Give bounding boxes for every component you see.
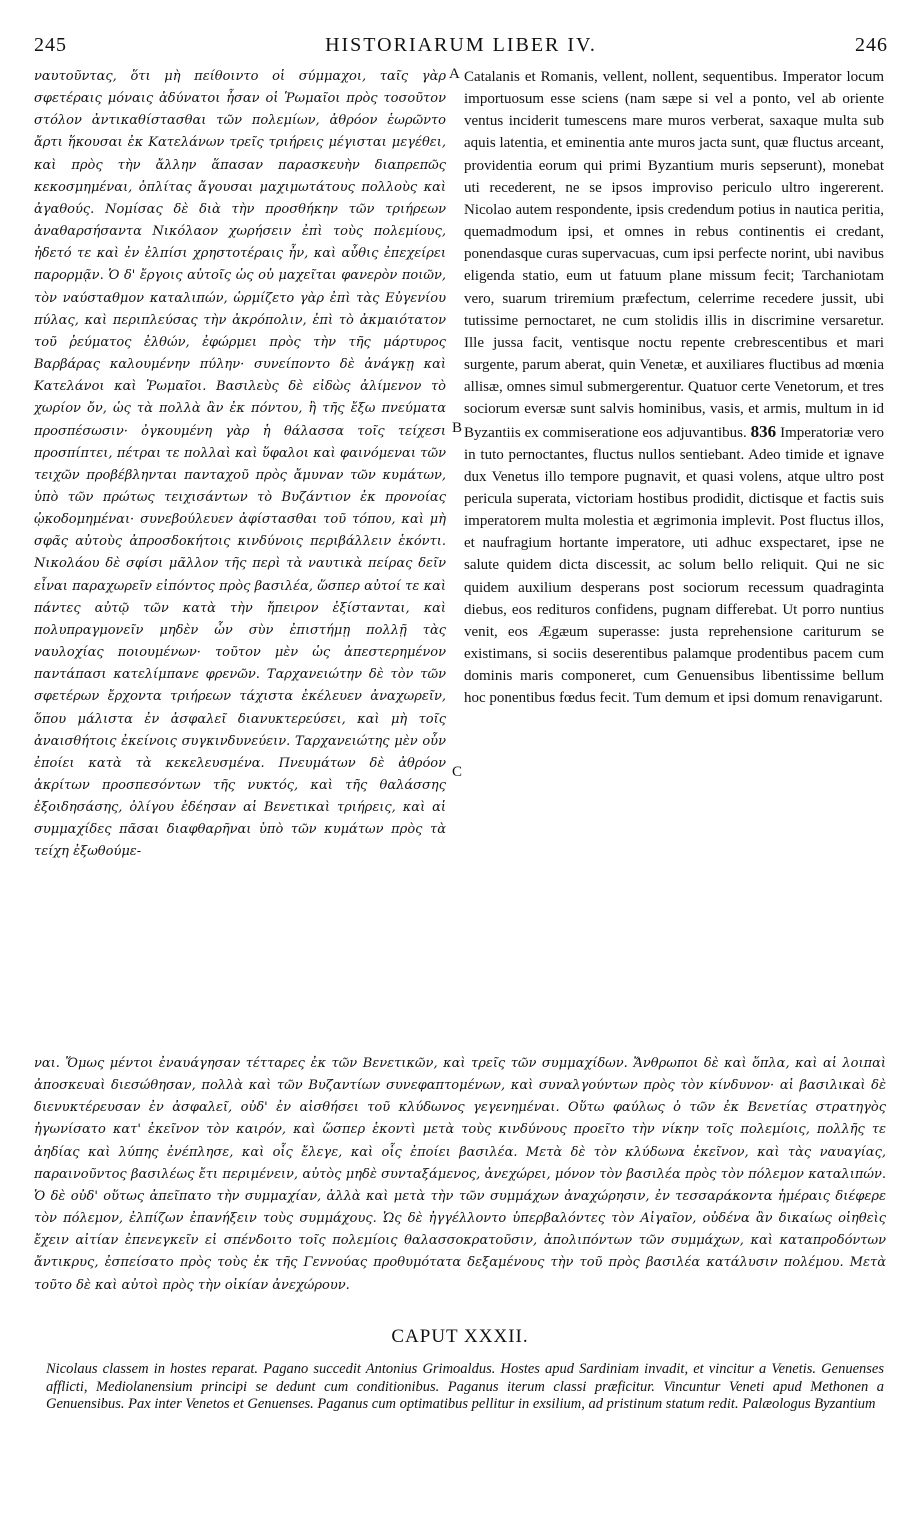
latin-text-part1: Catalanis et Romanis, vellent, nollent, sequentibus. Imperator locum importuosum esse sciens (nam sæpe si vel a ponto, vel ab oriente ventus inciderit tumescens mare muros verberat, saxaque multa sub aquis latentia, et eminentia ante muros jacta sunt, quæ fluctus arceant, providentia eorum qui primi Byzantium muris sepserunt), monebat uti recederent, ne se ipsos improviso periculo ultro ingererent. Nicolao autem respondente, ipsis credendum potius in nautica peritia, quemadmodum ipsi, et omnes in rebus continentis ei credant, ponendasque curas supervacuas, cum ipsi perfecte norint, ubi navibus eligenda statio, eum ut fatuum plane missum fecit; Tarchaniotam vero, suarum triremium præfectum, celerrime recedere jussit, ubi tutissime pernoctaret, ne cum stolidis illis in discrimine versaretur. Ille jussa facit, ventisque noctu repente crebrescentibus et mari surgente, parum aberat, quin Venetæ, et auxiliares fluctibus ad mœnia allisæ, omnes simul submergerentur. Quatuor certe Venetorum, et tres sociorum eversæ sunt salvis hominibus, vasis, et armis, multum in id Byzantiis ex commiseratione eos adjuvantibus.: [464, 69, 884, 441]
chapter-summary-text: Nicolaus classem in hostes reparat. Pagano succedit Antonius Grimoaldus. Hostes apud Sardiniam invadit, et vincitur a Venetis. Genuenses afflicti, Mediolanensium principi se dedunt cum conditionibus. Paganus iterum classi præficitur. Vincuntur Veneti apud Methonen a Genuensibus. Pax inter Venetos et Genuenses. Paganus cum optimatibus pellitur in exsilium, ad pristinum statum redit. Palæologus Byzantium: [46, 1361, 884, 1412]
margin-marker-b: B: [452, 420, 463, 436]
greek-full-width-block: [34, 1053, 886, 1297]
left-page-number: 245: [34, 34, 67, 56]
chapter-heading: CAPUT XXXII.: [391, 1326, 529, 1347]
running-header: [34, 34, 888, 60]
margin-marker-c: C: [452, 764, 463, 780]
greek-text-column: [34, 66, 446, 864]
greek-paragraph: ναυτοῦντας, ὅτι μὴ πείθοιντο οἱ σύμμαχοι, ταῖς γὰρ σφετέραις μόναις ἀδύνατοι ἦσαν οἱ Ῥωμαῖοι πρὸς τοσοῦτον στόλον ἀντικαθίστασθαι τῶν πολεμίων, ἀθρόον ἑωρῶντο ἄρτι ἥκουσαι ἐκ Κατελάνων τρεῖς τριήρεις μέγισται μεγέθει, καὶ πρὸς τὴν ἄλλην ἅπασαν παρασκευὴν διαπρεπῶς κεκοσμημέναι, ὁπλίτας ἄγουσαι μαχιμωτάτους πολλοὺς καὶ ἀγαθούς. Νομίσας δὲ διὰ τὴν προσθήκην τῶν τριήρεων ἀναθαρσήσαντα Νικόλαον χωρήσειν ἐπὶ τοὺς πολεμίους, ἠδετό τε καὶ ἐν ἐλπίσι χρηστοτέραις ἦν, καὶ αὖθις ἐπεχείρει παρορμᾷν. Ὁ δ' ἔργοις αὐτοῖς ὡς οὐ μαχεῖται φανερὸν ποιῶν, τὸν ναύσταθμον καταλιπών, ὡρμίζετο γὰρ ἐπὶ τὰς Εὐγενίου πύλας, καὶ περιπλεύσας τὴν ἀκρόπολιν, ἐπὶ τὸ ἀκμαιότατον τοῦ ῥεύματος ἐλθών, ἐφώρμει πρὸς τὴν τῆς μάρτυρος Βαρβάρας καλουμένην πύλην· συνείποντο δὲ ἀνάγκῃ καὶ Κατελάνοι καὶ Ῥωμαῖοι. Βασιλεὺς δὲ εἰδὼς ἀλίμενον τὸ χωρίον ὄν, ὡς τὰ πολλὰ ἂν ἐκ πόντου, ἢ τῆς ἔξω πνεύματα προσπέσωσιν· ὀγκουμένη γὰρ ἡ θάλασσα τοῖς τείχεσι προσπίπτει, πέτραι τε πολλαὶ καὶ ὕφαλοι καὶ φαινόμεναι τῶν τειχῶν προβέβληνται πανταχοῦ πρὸς ἄμυναν τῶν κυμάτων, ὑπὸ τῶν πρώτως τειχισάντων τὸ Βυζάντιον ἐκ προνοίας ᾠκοδομημέναι· συνεβούλευεν ἀφίστασθαι τοῦ τόπου, καὶ μὴ σφᾶς αὐτοὺς ἀπροσδοκήτοις κινδύνοις περιβάλλειν ἑκόντι. Νικολάου δὲ σφίσι μᾶλλον τῆς περὶ τὰ ναυτικὰ πείρας δεῖν εἶναι παραχωρεῖν εἰπόντος πρὸς βασιλέα, ὥσπερ αὐτοί τε καὶ πάντες αὐτῷ τῶν κατὰ τὴν ἤπειρον ἐξίστανται, καὶ πολυπραγμονεῖν μηδὲν ὧν σὺν ἐπιστήμῃ πολλῇ τὰς ναυλοχίας ποιουμένων· τοῦτον μὲν ὡς ἀπεστερημένον παντάπασι κατελίμπανε φρενῶν. Ταρχανειώτην δὲ τὸν τῶν σφετέρων ἔρχοντα τριήρεων τάχιστα ἐκέλευεν ἀναχωρεῖν, ὅπου μάλιστα ἐν ἀσφαλεῖ διανυκτερεύσει, καὶ μὴ τοῖς ἀναισθήτοις ἐκείνοις συγκινδυνεύειν. Ταρχανειώτης μὲν οὖν ἐποίει κατὰ τὰ κεκελευσμένα. Πνευμάτων δὲ ἀθρόον ἀκρίτων προσπεσόντων τῆς νυκτός, καὶ τῆς θαλάσσης ἐξοιδησάσης, ὀλίγου ἐδέησαν αἱ Βενετικαὶ τριήρεις, καὶ αἱ συμμαχίδες πᾶσαι διαφθαρῆναι ὑπὸ τῶν κυμάτων πρὸς τὰ τείχη ἐξωθούμε-: [34, 69, 446, 860]
right-page-number: 246: [855, 34, 888, 56]
chapter-summary: [46, 1361, 884, 1414]
latin-text-part2: Imperatoriæ vero in tuto pernoctantes, fluctus nullos sentiebant. Adeo timide et ignave dux Venetus illo tempore pugnavit, et quasi volens, atque ultro post pericula superata, victoriam hostibus prodidit, dictisque et factis suis imperatorem multa molestia et ægrimonia implevit. Post fluctus illos, et naufragium hortante imperatore, uti adhuc exspectaret, ipse ne salute quidem dicta discessit, ac solum bello reliquit. Qui ne sic quidem auxilium desperans post sociorum recessum quadraginta diebus, eos redituros confidens, pugnam differebat. Ut porro nuntius venit, eos Ægæum superasse: justa reprehensione cariturum se existimans, si sociis deserentibus palamque prodentibus pacem cum dominis maris componeret, cum Genuensibus libentissime bellum hoc ponentibus fœdus fecit. Tum demum et ipsi domum renavigarunt.: [464, 424, 884, 707]
margin-marker-a: A: [449, 66, 460, 82]
latin-paragraph: [464, 66, 884, 710]
running-title: HISTORIARUM LIBER IV.: [325, 34, 597, 56]
inline-page-number: 836: [750, 421, 777, 441]
greek-full-paragraph: ναι. Ὅμως μέντοι ἐναυάγησαν τέτταρες ἐκ τῶν Βενετικῶν, καὶ τρεῖς τῶν συμμαχίδων. Ἄνθρωποι δὲ καὶ ὅπλα, καὶ αἱ λοιπαὶ ἀποσκευαὶ διεσώθησαν, πολλὰ καὶ τῶν Βυζαντίων συνεφαπτομένων, καὶ συναλγούντων πρὸς τὸν κίνδυνον· αἱ βασιλικαὶ δὲ διενυκτέρευσαν ἐν ἀσφαλεῖ, οὐδ' ἐν αἰσθήσει τοῦ κλύδωνος γεγενημέναι. Οὕτω φαύλως ὁ τῶν ἐκ Βενετίας στρατηγὸς ἠγωνίσατο κατ' ἐκεῖνον τὸν καιρόν, καὶ ὥσπερ ἑκοντὶ μετὰ τοὺς κινδύνους προεῖτο τὴν νίκην τοῖς πολεμίοις, πολλῆς τε ἀηδίας καὶ λύπης ἐνέπλησε, καὶ οἷς ἔλεγε, καὶ οἷς ἐποίει βασιλέα. Μετὰ δὲ τὸν κλύδωνα ἐκεῖνον, καὶ τὰς ναυαγίας, παραινοῦντος βασιλέως ἔτι περιμένειν, αὐτὸς μηδὲ συνταξάμενος, ἀνεχώρει, μόνον τὸν βασιλέα πρὸς τὸν πόλεμον καταλιπών. Ὁ δὲ οὐδ' οὕτως ἀπεῖπατο τὴν συμμαχίαν, ἀλλὰ καὶ μετὰ τὴν τῶν συμμάχων ἀναχώρησιν, ἐν τεσσαράκοντα ἡμέραις διέφερε τὸν πόλεμον, ἐλπίζων ἐπανήξειν τοὺς συμμάχους. Ὡς δὲ ἠγγέλλοντο ὑπερβαλόντες τὸν Αἰγαῖον, οὐδένα ἂν δικαίως οἰηθεὶς ἔχειν αἰτίαν ἐπενεγκεῖν εἰ σπένδοιτο τοῖς πολεμίοις θαλασσοκρατοῦσιν, ἀπολιπόντων τῶν συμμάχων, καὶ καταπροδόντων ἄντικρυς, ἐσπείσατο πρὸς τοὺς ἐκ τῆς Γεννούας προθυμότατα δεξαμένους τὴν τοῦ πρὸς βασιλέα κατάλυσιν πολέμου. Μετὰ τοῦτο δὲ καὶ αὐτοὶ πρὸς τὴν οἰκίαν ἀνεχώρουν.: [34, 1056, 886, 1293]
latin-text-column: [464, 66, 884, 710]
